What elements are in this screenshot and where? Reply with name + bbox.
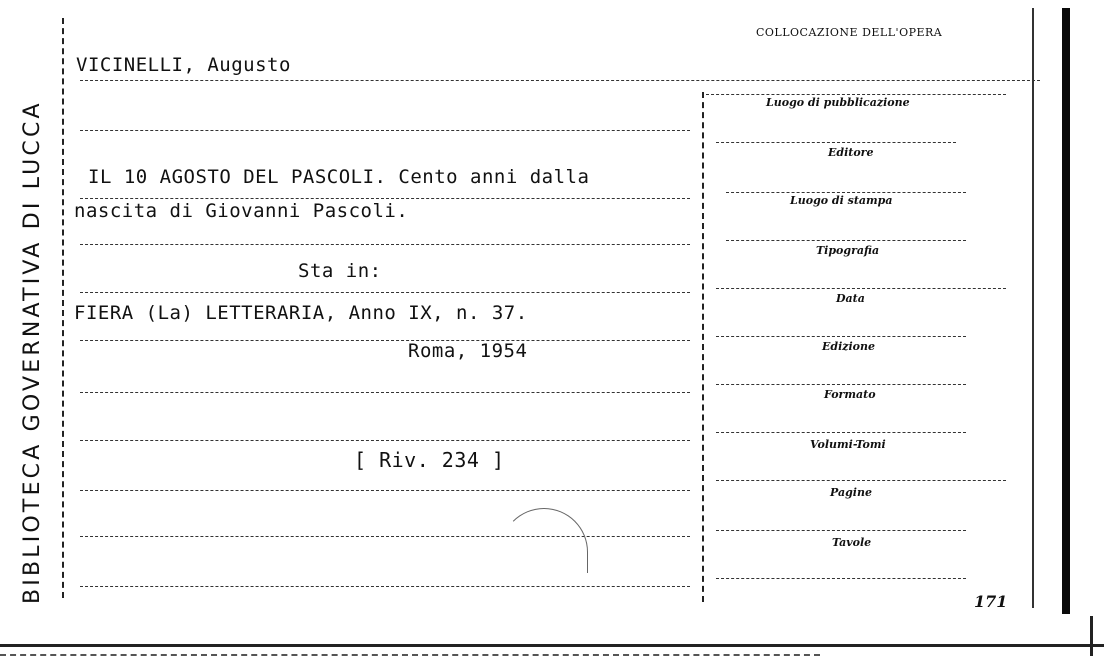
- field-rule: [716, 530, 966, 531]
- collocation-header: COLLOCAZIONE DELL'OPERA: [756, 26, 943, 39]
- field-rule: [706, 94, 1006, 95]
- rule-line: [80, 244, 690, 245]
- card-bottom-edge: [0, 644, 1104, 647]
- field-tipografia: Tipografia: [816, 244, 880, 257]
- title-line-1: IL 10 AGOSTO DEL PASCOLI. Cento anni dalla: [88, 166, 590, 188]
- periodical-line: FIERA (La) LETTERARIA, Anno IX, n. 37.: [74, 302, 528, 324]
- field-editore: Editore: [828, 146, 874, 159]
- rule-line: [80, 130, 690, 131]
- field-rule: [716, 432, 966, 433]
- shelfmark: [ Riv. 234 ]: [354, 448, 505, 472]
- rule-line: [80, 80, 1040, 81]
- card-bottom-dashes: [0, 654, 820, 656]
- rule-line: [80, 586, 690, 587]
- rule-line: [80, 536, 690, 537]
- rule-line: [80, 340, 690, 341]
- corner-number: 171: [974, 592, 1008, 611]
- field-rule: [726, 192, 966, 193]
- field-rule: [726, 240, 966, 241]
- card-corner-edge: [1090, 616, 1093, 656]
- card-right-inner-edge: [1032, 8, 1034, 608]
- rule-line: [80, 440, 690, 441]
- field-rule: [716, 480, 1006, 481]
- left-margin-rule: [62, 18, 64, 598]
- field-rule: [716, 384, 966, 385]
- field-rule: [716, 142, 956, 143]
- field-luogo-pubblicazione: Luogo di pubblicazione: [766, 96, 910, 109]
- column-divider: [702, 92, 704, 602]
- rule-line: [80, 198, 690, 199]
- field-pagine: Pagine: [830, 486, 872, 499]
- field-luogo-stampa: Luogo di stampa: [790, 194, 893, 207]
- field-rule: [716, 578, 966, 579]
- field-rule: [716, 288, 1006, 289]
- in-label: Sta in:: [298, 260, 382, 282]
- field-data: Data: [836, 292, 865, 305]
- rule-line: [80, 490, 690, 491]
- title-line-2: nascita di Giovanni Pascoli.: [74, 200, 409, 222]
- field-volumi-tomi: Volumi-Tomi: [810, 438, 886, 451]
- faint-arch-mark: [500, 508, 588, 573]
- field-rule: [716, 336, 966, 337]
- author-heading: VICINELLI, Augusto: [76, 54, 291, 76]
- place-year: Roma, 1954: [408, 340, 528, 362]
- field-tavole: Tavole: [832, 536, 872, 549]
- field-edizione: Edizione: [822, 340, 876, 353]
- field-formato: Formato: [824, 388, 876, 401]
- rule-line: [80, 292, 690, 293]
- rule-line: [80, 392, 690, 393]
- card-right-edge: [1062, 8, 1070, 614]
- library-stamp: BIBLIOTECA GOVERNATIVA DI LUCCA: [20, 100, 45, 604]
